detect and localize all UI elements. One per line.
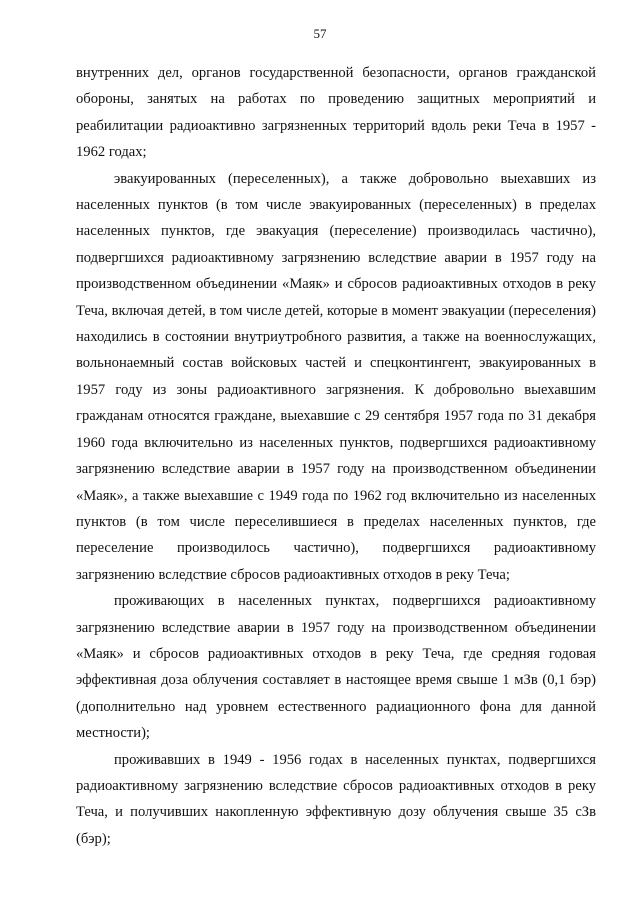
page-number: 57: [313, 26, 327, 41]
paragraph-residing: проживающих в населенных пунктах, подвергшихся радиоактивному загрязнению вследствие аварии в 1957 году на производственном объединении «Маяк» и сбросов радиоактивных отходов в реку Теча, где средняя годовая эффективная доза облучения составляет в настоящее время свыше 1 мЗв (0,1 бэр) (дополнительно над уровнем естественного радиационного фона для данной местности);: [76, 593, 596, 742]
body-text: [76, 60, 596, 852]
paragraph-continuation: внутренних дел, органов государственной безопасности, органов гражданской обороны, занятых на работах по проведению защитных мероприятий и реабилитации радиоактивно загрязненных территорий вдоль реки Теча в 1957 - 1962 годах;: [76, 65, 596, 161]
paragraph-evacuated: эвакуированных (переселенных), а также добровольно выехавших из населенных пунктов (в том числе эвакуированных (переселенных) в пределах населенных пунктов, где эвакуация (переселение) производилась частично), подвергшихся радиоактивному загрязнению вследствие аварии в 1957 году на производственном объединении «Маяк» и сбросов радиоактивных отходов в реку Теча, включая детей, в том числе детей, которые в момент эвакуации (переселения) находились в состоянии внутриутробного развития, а также на военнослужащих, вольнонаемный состав войсковых частей и спецконтингент, эвакуированных в 1957 году из зоны радиоактивного загрязнения. К добровольно выехавшим гражданам относятся граждане, выехавшие с 29 сентября 1957 года по 31 декабря 1960 года включительно из населенных пунктов, подвергшихся радиоактивному загрязнению вследствие аварии в 1957 году на производственном объединении «Маяк», а также выехавшие с 1949 года по 1962 год включительно из населенных пунктов (в том числе переселившиеся в пределах населенных пунктов, где переселение производилось частично), подвергшихся радиоактивному загрязнению вследствие сбросов радиоактивных отходов в реку Теча;: [76, 170, 596, 583]
paragraph-resided: проживавших в 1949 - 1956 годах в населенных пунктах, подвергшихся радиоактивному загрязнению вследствие сбросов радиоактивных отходов в реку Теча, и получивших накопленную эффективную дозу облучения свыше 35 сЗв (бэр);: [76, 751, 596, 847]
